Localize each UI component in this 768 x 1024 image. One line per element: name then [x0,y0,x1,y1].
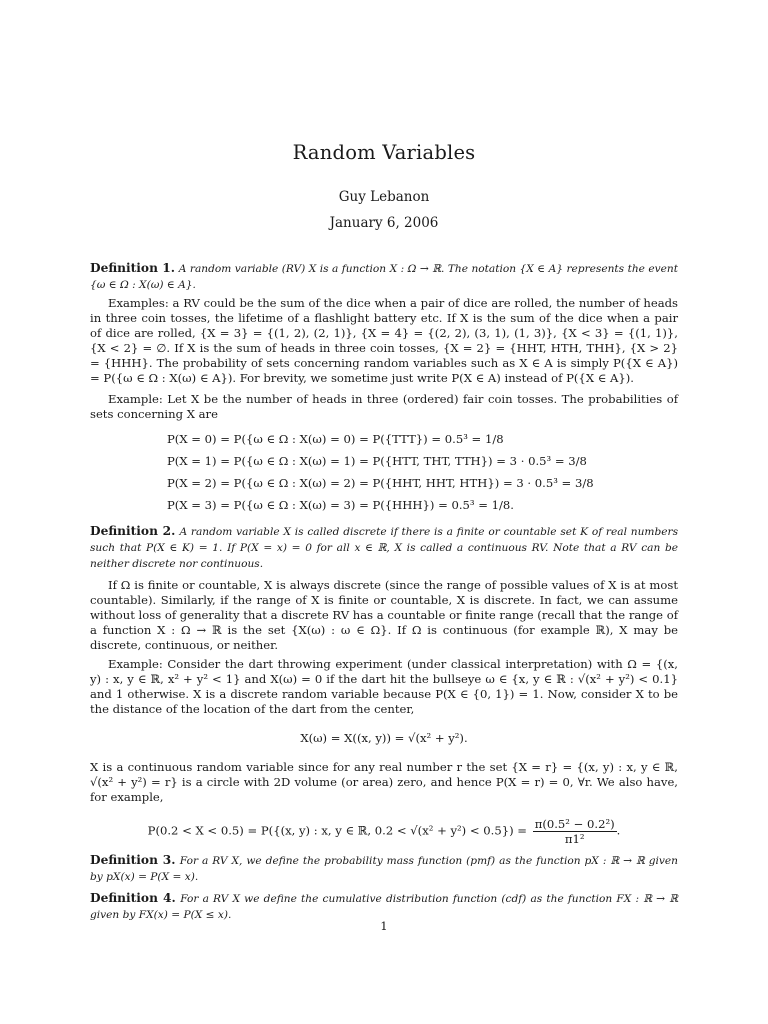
definition-2-heading: Definition 2. [90,524,176,538]
equation-line: P(X = 0) = P({ω ∈ Ω : X(ω) = 0) = P({TTT}) = 0.5³ = 1/8 [167,432,504,446]
distance-equation: X(ω) = X((x, y)) = √(x² + y²). [300,731,468,745]
fraction-denominator: π1² [564,832,585,846]
equation-line: P(X = 1) = P({ω ∈ Ω : X(ω) = 1) = P({HTT, THT, TTH}) = 3 · 0.5³ = 3/8 [167,454,587,468]
equation-line: P(X = 3) = P({ω ∈ Ω : X(ω) = 3) = P({HHH}) = 0.5³ = 1/8. [167,498,514,512]
definition-1-body: A random variable (RV) X is a function X : Ω → ℝ. The notation {X ∈ A} represents the event {ω ∈ Ω : X(ω) ∈ A}. [90,263,679,291]
definition-2 [90,524,678,572]
examples-paragraph: Examples: a RV could be the sum of the dice when a pair of dice are rolled, the number of heads in three coin tosses, the lifetime of a flashlight battery etc. If X is the sum of the dice when a pair of dice are rolled, {X = 3} = {(1, 2), (2, 1)}, {X = 4} = {(2, 2), (3, 1), (1, 3)}, {X < 3} = {(1, 1)}, {X < 2} = ∅. If X is the sum of heads in three coin tosses, {X = 2} = {HHT, HTH, THH}, {X > 2} = {HHH}. The probability of sets concerning random variables such as X ∈ A is simply P({X ∈ A}) = P({ω ∈ Ω : X(ω) ∈ A}). For brevity, we sometime just write P(X ∈ A) instead of P({X ∈ A}). [90,296,678,385]
equation-period: . [616,823,621,838]
definition-1-heading: Definition 1. [90,261,175,275]
example-coin-paragraph: Example: Let X be the number of heads in three (ordered) fair coin tosses. The probabilities of sets concerning X are [90,392,678,421]
definition-1 [90,261,678,293]
probability-equation [90,817,678,846]
fraction [533,817,617,846]
definition-2-body: A random variable X is called discrete if there is a finite or countable set K of real numbers such that P(X ∈ K) = 1. If P(X = x) = 0 for all x ∈ ℝ, X is called a continuous RV. Note that a RV can be neither discrete nor continuous. [90,526,679,570]
definition-3-body: For a RV X, we define the probability mass function (pmf) as the function pX : ℝ → ℝ given by pX(x) = P(X = x). [90,855,678,883]
fraction-numerator: π(0.5² − 0.2²) [534,817,615,831]
definition-3 [90,853,678,885]
definition-4-heading: Definition 4. [90,891,176,905]
date: January 6, 2006 [329,215,439,231]
dart-example-paragraph: Example: Consider the dart throwing experiment (under classical interpretation) with Ω = {(x, y) : x, y ∈ ℝ, x² + y² < 1} and X(ω) = 0 if the dart hit the bullseye ω ∈ {x, y ∈ ℝ : √(x² + y²) < 0.1} and 1 otherwise. X is a discrete random variable because P(X ∈ {0, 1}) = 1. Now, consider X to be the distance of the location of the dart from the center, [90,657,678,716]
equation-line: P(X = 2) = P({ω ∈ Ω : X(ω) = 2) = P({HHT, HHT, HTH}) = 3 · 0.5³ = 3/8 [167,476,594,490]
definition-3-heading: Definition 3. [90,853,176,867]
probability-equation-lhs: P(0.2 < X < 0.5) = P({(x, y) : x, y ∈ ℝ, 0.2 < √(x² + y²) < 0.5}) = [147,823,528,838]
page-number: 1 [380,919,388,933]
continuous-paragraph: X is a continuous random variable since for any real number r the set {X = r} = {(x, y) : x, y ∈ ℝ, √(x² + y²) = r} is a circle with 2D volume (or area) zero, and hence P(X = r) = 0, ∀r. We also have, for example, [90,760,678,804]
definition-4-body: For a RV X we define the cumulative distribution function (cdf) as the function FX : ℝ → ℝ given by FX(x) = P(X ≤ x). [90,893,679,921]
discrete-paragraph: If Ω is finite or countable, X is always discrete (since the range of possible values of X is at most countable). Similarly, if the range of X is finite or countable, X is discrete. In fact, we can assume without loss of generality that a discrete RV has a countable or finite range (recall that the range of a function X : Ω → ℝ is the set {X(ω) : ω ∈ Ω}. If Ω is continuous (for example ℝ), X may be discrete, continuous, or neither. [90,578,678,652]
author: Guy Lebanon [338,189,430,205]
page-title: Random Variables [292,141,476,164]
